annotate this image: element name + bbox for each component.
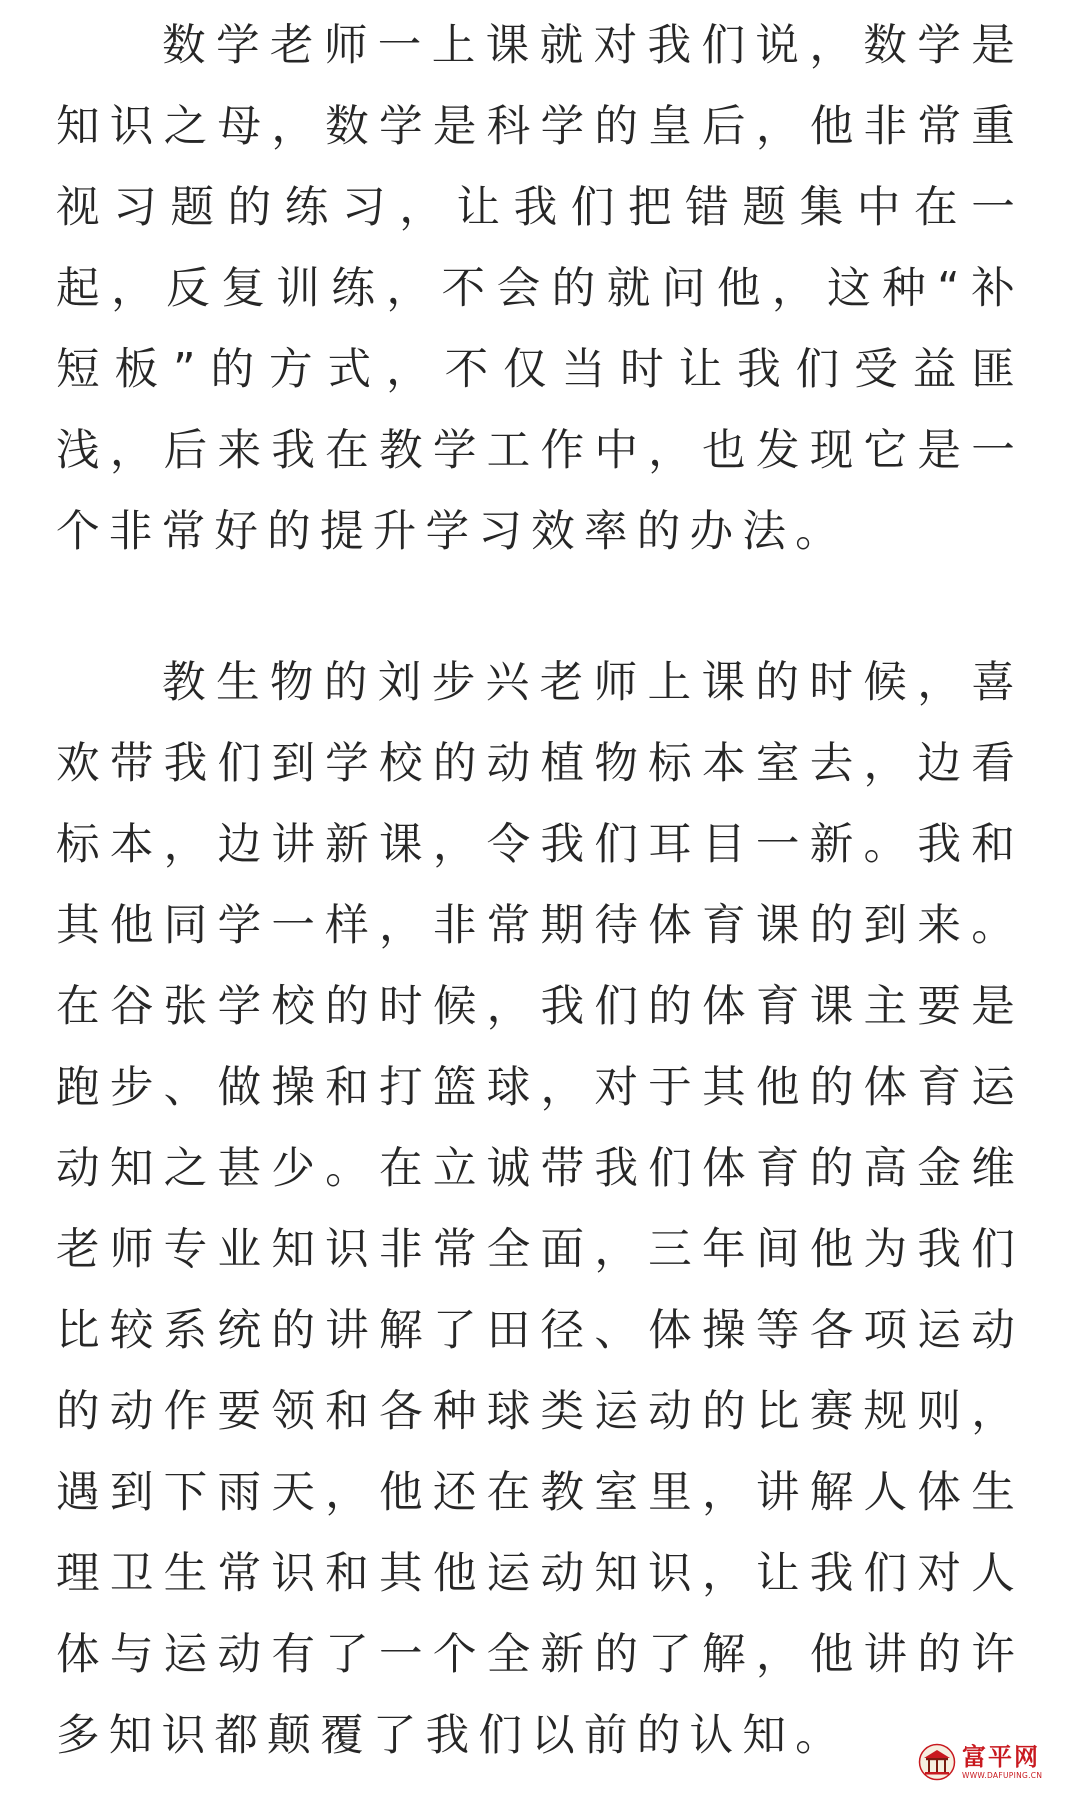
paragraph-biology-pe-teachers: 教生物的刘步兴老师上课的时候，喜欢带我们到学校的动植物标本室去，边看标本，边讲新课，令我们耳目一新。我和其他同学一样，非常期待体育课的到来。在谷张学校的时候，我们的体育课主要是跑步、做操和打篮球，对于其他的体育运动知之甚少。在立诚带我们体育的高金维老师专业知识非常全面，三年间他为我们比较系统的讲解了田径、体操等各项运动的动作要领和各种球类运动的比赛规则，遇到下雨天，他还在教室里，讲解人体生理卫生常识和其他运动知识，让我们对人体与运动有了一个全新的了解，他讲的许多知识都颠覆了我们以前的认知。	[56, 658, 1024, 1761]
site-watermark	[918, 1740, 1066, 1784]
article-body	[56, 6, 1024, 1777]
watermark-text	[962, 1742, 1043, 1780]
watermark-site-name: 富平网	[962, 1742, 1040, 1771]
pavilion-logo-icon	[918, 1743, 956, 1781]
paragraph-math-teacher: 数学老师一上课就对我们说，数学是知识之母，数学是科学的皇后，他非常重视习题的练习，让我们把错题集中在一起，反复训练，不会的就问他，这种“补短板”的方式，不仅当时让我们受益匪浅，后来我在教学工作中，也发现它是一个非常好的提升学习效率的办法。	[56, 21, 1024, 557]
watermark-site-url: WWW.DAFUPING.CN	[962, 1770, 1043, 1780]
